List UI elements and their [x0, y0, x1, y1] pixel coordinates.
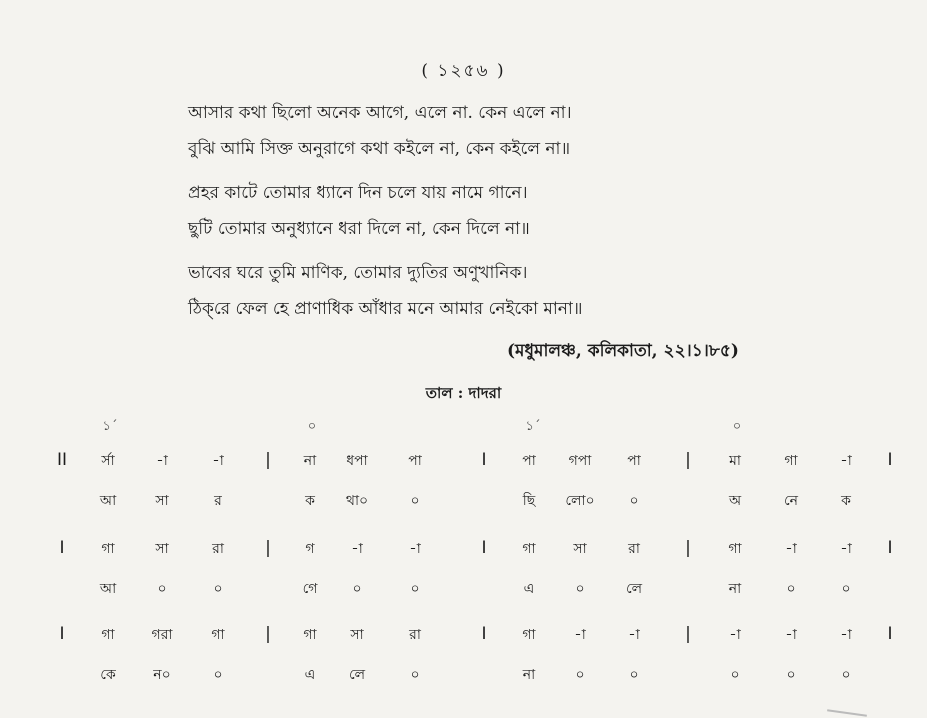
lyric-syllable: ছি	[522, 493, 536, 509]
swara-note: পা	[627, 453, 641, 469]
lyric-syllable: ০	[629, 667, 639, 683]
barline: |	[265, 624, 271, 644]
swara-note: সা	[155, 541, 169, 557]
lyric-syllable: লে	[348, 667, 366, 683]
barline: I	[481, 450, 487, 470]
swara-note: রা	[212, 541, 224, 557]
barline: I	[481, 538, 487, 558]
start-barline: I	[59, 538, 65, 558]
lyric-syllable: ০	[157, 581, 167, 597]
lyric-line: বুঝি আমি সিক্ত অনুরাগে কথা কইলে না, কেন কইলে না॥	[188, 139, 571, 159]
lyric-syllable: ০	[841, 581, 851, 597]
lyric-syllable: ০	[730, 667, 740, 683]
beat-mark: ০	[307, 419, 317, 434]
beat-mark: ১´	[525, 419, 541, 434]
swara-note: গা	[522, 541, 536, 557]
swara-note: -া	[840, 541, 852, 557]
swara-note: পা	[408, 453, 422, 469]
lyric-syllable: ক	[841, 493, 851, 509]
barline: |	[685, 450, 691, 470]
lyric-syllable: ০	[575, 581, 585, 597]
swara-note: -া	[785, 627, 797, 643]
lyric-syllable: ০	[410, 667, 420, 683]
scan-mark	[827, 709, 867, 717]
lyric-line: প্রহর কাটে তোমার ধ্যানে দিন চলে যায় নামে গানে।	[188, 183, 528, 203]
swara-note: -া	[729, 627, 741, 643]
swara-note: গা	[522, 627, 536, 643]
swara-note: -া	[840, 627, 852, 643]
swara-note: -া	[212, 453, 224, 469]
end-barline: I	[887, 538, 893, 558]
lyric-syllable: ০	[841, 667, 851, 683]
swara-note: গা	[784, 453, 798, 469]
lyric-syllable: এ	[523, 581, 535, 597]
lyric-syllable: ০	[213, 581, 223, 597]
swara-note: -া	[409, 541, 421, 557]
swara-note: -া	[574, 627, 586, 643]
lyric-syllable: গে	[302, 581, 318, 597]
lyric-line: ছুটি তোমার অনুধ্যানে ধরা দিলে না, কেন দিলে না॥	[188, 219, 530, 239]
swara-note: -া	[840, 453, 852, 469]
swara-note: গা	[101, 627, 115, 643]
swara-note: গা	[101, 541, 115, 557]
lyric-line: ঠিক্‌রে ফেল হে প্রাণাধিক আঁধার মনে আমার নেইকো মানা॥	[188, 299, 583, 319]
lyric-syllable: ০	[575, 667, 585, 683]
swara-note: গপা	[568, 453, 592, 469]
swara-note: -া	[785, 541, 797, 557]
lyric-syllable: ০	[410, 493, 420, 509]
barline: |	[685, 624, 691, 644]
lyric-syllable: কে	[100, 667, 116, 683]
lyric-line: ভাবের ঘরে তুমি মাণিক, তোমার দ্যুতির অণুখানিক।	[188, 263, 528, 283]
lyric-syllable: অ	[728, 493, 742, 509]
source-citation: (মধুমালঞ্চ, কলিকাতা, ২২।১।৮৫)	[507, 341, 739, 361]
lyric-syllable: সা	[155, 493, 169, 509]
beat-mark: ১´	[102, 419, 118, 434]
lyric-syllable: ন০	[153, 667, 171, 683]
swara-note: গরা	[151, 627, 173, 643]
lyric-syllable: নে	[783, 493, 799, 509]
lyric-syllable: ক	[305, 493, 315, 509]
barline: I	[481, 624, 487, 644]
barline: |	[685, 538, 691, 558]
barline: |	[265, 538, 271, 558]
start-barline: II	[56, 450, 68, 470]
swara-note: রা	[409, 627, 421, 643]
lyric-syllable: ০	[352, 581, 362, 597]
swara-note: মা	[729, 453, 741, 469]
lyric-syllable: লে	[625, 581, 643, 597]
swara-note: গ	[305, 541, 315, 557]
lyric-syllable: ০	[410, 581, 420, 597]
beat-mark: ০	[732, 419, 742, 434]
swara-note: গা	[728, 541, 742, 557]
swara-note: গা	[303, 627, 317, 643]
swara-note: সা	[350, 627, 364, 643]
swara-note: -া	[628, 627, 640, 643]
swara-note: পা	[522, 453, 536, 469]
swara-note: র্সা	[101, 453, 115, 469]
swara-note: সা	[573, 541, 587, 557]
lyric-syllable: লো০	[565, 493, 595, 509]
end-barline: I	[887, 624, 893, 644]
barline: |	[265, 450, 271, 470]
end-barline: I	[887, 450, 893, 470]
lyric-syllable: এ	[304, 667, 316, 683]
start-barline: I	[59, 624, 65, 644]
lyric-syllable: না	[522, 667, 536, 683]
lyric-syllable: না	[728, 581, 742, 597]
swara-note: -া	[351, 541, 363, 557]
lyric-syllable: ০	[213, 667, 223, 683]
taal-title: তাল : দাদরা	[425, 384, 502, 402]
lyric-syllable: ০	[629, 493, 639, 509]
lyric-syllable: থা০	[345, 493, 369, 509]
lyric-syllable: র	[214, 493, 222, 509]
swara-note: ধপা	[346, 453, 368, 469]
page-number: ( ১২৫৬ )	[421, 61, 506, 81]
lyric-syllable: ০	[786, 581, 796, 597]
lyric-line: আসার কথা ছিলো অনেক আগে, এলে না. কেন এলে না।	[188, 103, 572, 123]
lyric-syllable: আ	[99, 581, 117, 597]
swara-note: রা	[628, 541, 640, 557]
swara-note: গা	[211, 627, 225, 643]
swara-note: না	[303, 453, 317, 469]
swara-note: -া	[156, 453, 168, 469]
lyric-syllable: আ	[99, 493, 117, 509]
lyric-syllable: ০	[786, 667, 796, 683]
